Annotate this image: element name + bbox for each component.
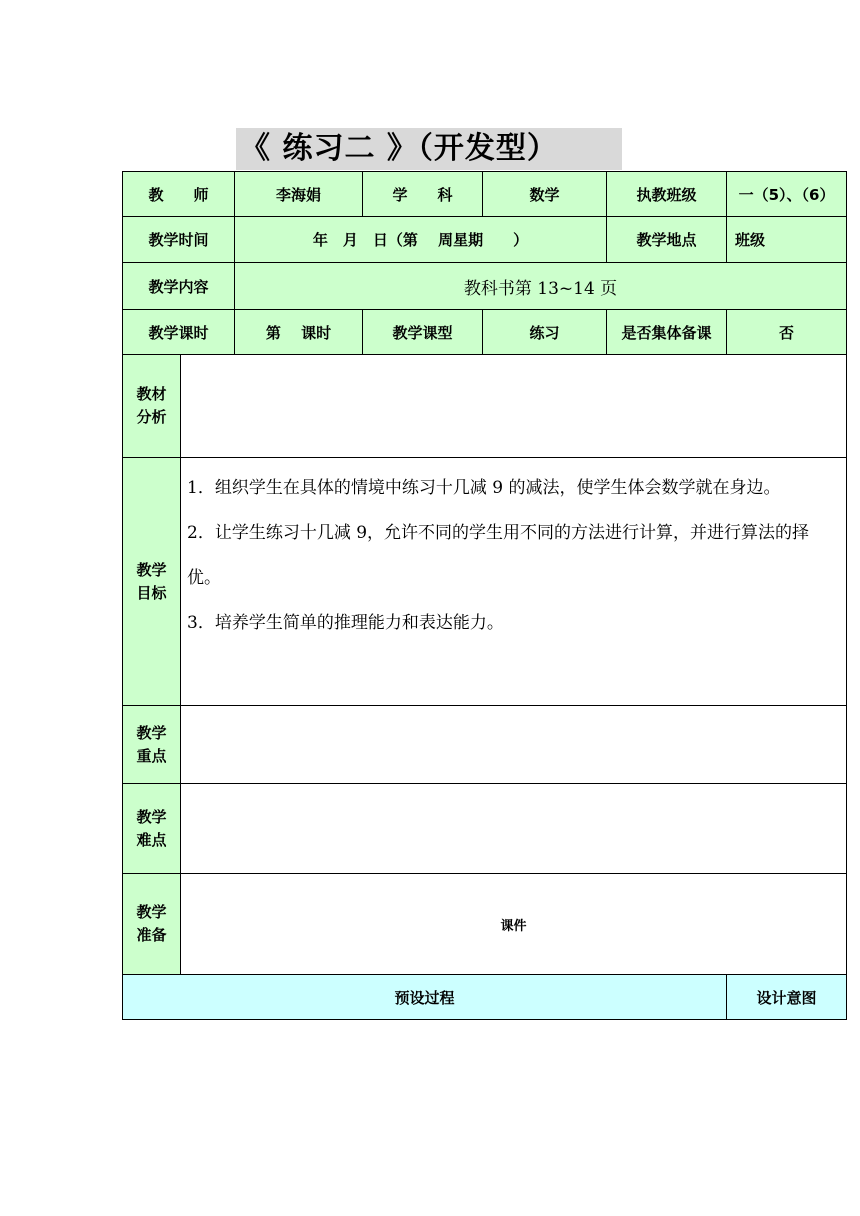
type-label: 教学课型 [363,310,483,355]
row-time [123,217,847,263]
location-label: 教学地点 [607,217,727,263]
type-value: 练习 [483,310,607,355]
key-points-label: 教学 重点 [123,706,181,784]
intent-label: 设计意图 [727,975,847,1020]
class-label: 执教班级 [607,172,727,217]
row-key-points [123,706,847,784]
objectives-label: 教学 目标 [123,458,181,706]
row-difficulties [123,784,847,874]
objective-item: 1．组织学生在具体的情境中练习十几减 9 的减法，使学生体会数学就在身边。 [187,478,781,498]
collective-label: 是否集体备课 [607,310,727,355]
analysis-label: 教材 分析 [123,355,181,458]
preparation-label: 教学 准备 [123,874,181,975]
class-value: 一（5）、（6） [727,172,847,217]
difficulties-content [181,784,847,874]
period-value: 第 课时 [235,310,363,355]
lesson-plan-table [122,171,847,1020]
key-points-content [181,706,847,784]
analysis-content [181,355,847,458]
row-process-header [123,975,847,1020]
row-preparation [123,874,847,975]
period-label: 教学课时 [123,310,235,355]
row-teacher [123,172,847,217]
teacher-label: 教 师 [123,172,235,217]
row-analysis [123,355,847,458]
document-title: 《 练习二 》（开发型） [236,128,622,170]
teacher-name: 李海娟 [235,172,363,217]
objectives-content [181,458,847,706]
subject-label: 学 科 [363,172,483,217]
subject-value: 数学 [483,172,607,217]
objective-item: 2．让学生练习十几减 9，允许不同的学生用不同的方法进行计算，并进行算法的择优。 [187,523,810,588]
row-content [123,263,847,310]
process-label: 预设过程 [123,975,727,1020]
collective-value: 否 [727,310,847,355]
difficulties-label: 教学 难点 [123,784,181,874]
preparation-content: 课件 [181,874,847,975]
time-label: 教学时间 [123,217,235,263]
row-period [123,310,847,355]
content-label: 教学内容 [123,263,235,310]
location-value: 班级 [727,217,847,263]
content-value: 教科书第 13~14 页 [235,263,847,310]
objective-item: 3．培养学生简单的推理能力和表达能力。 [187,613,504,633]
row-objectives [123,458,847,706]
time-value: 年 月 日（第 周星期 ） [235,217,607,263]
